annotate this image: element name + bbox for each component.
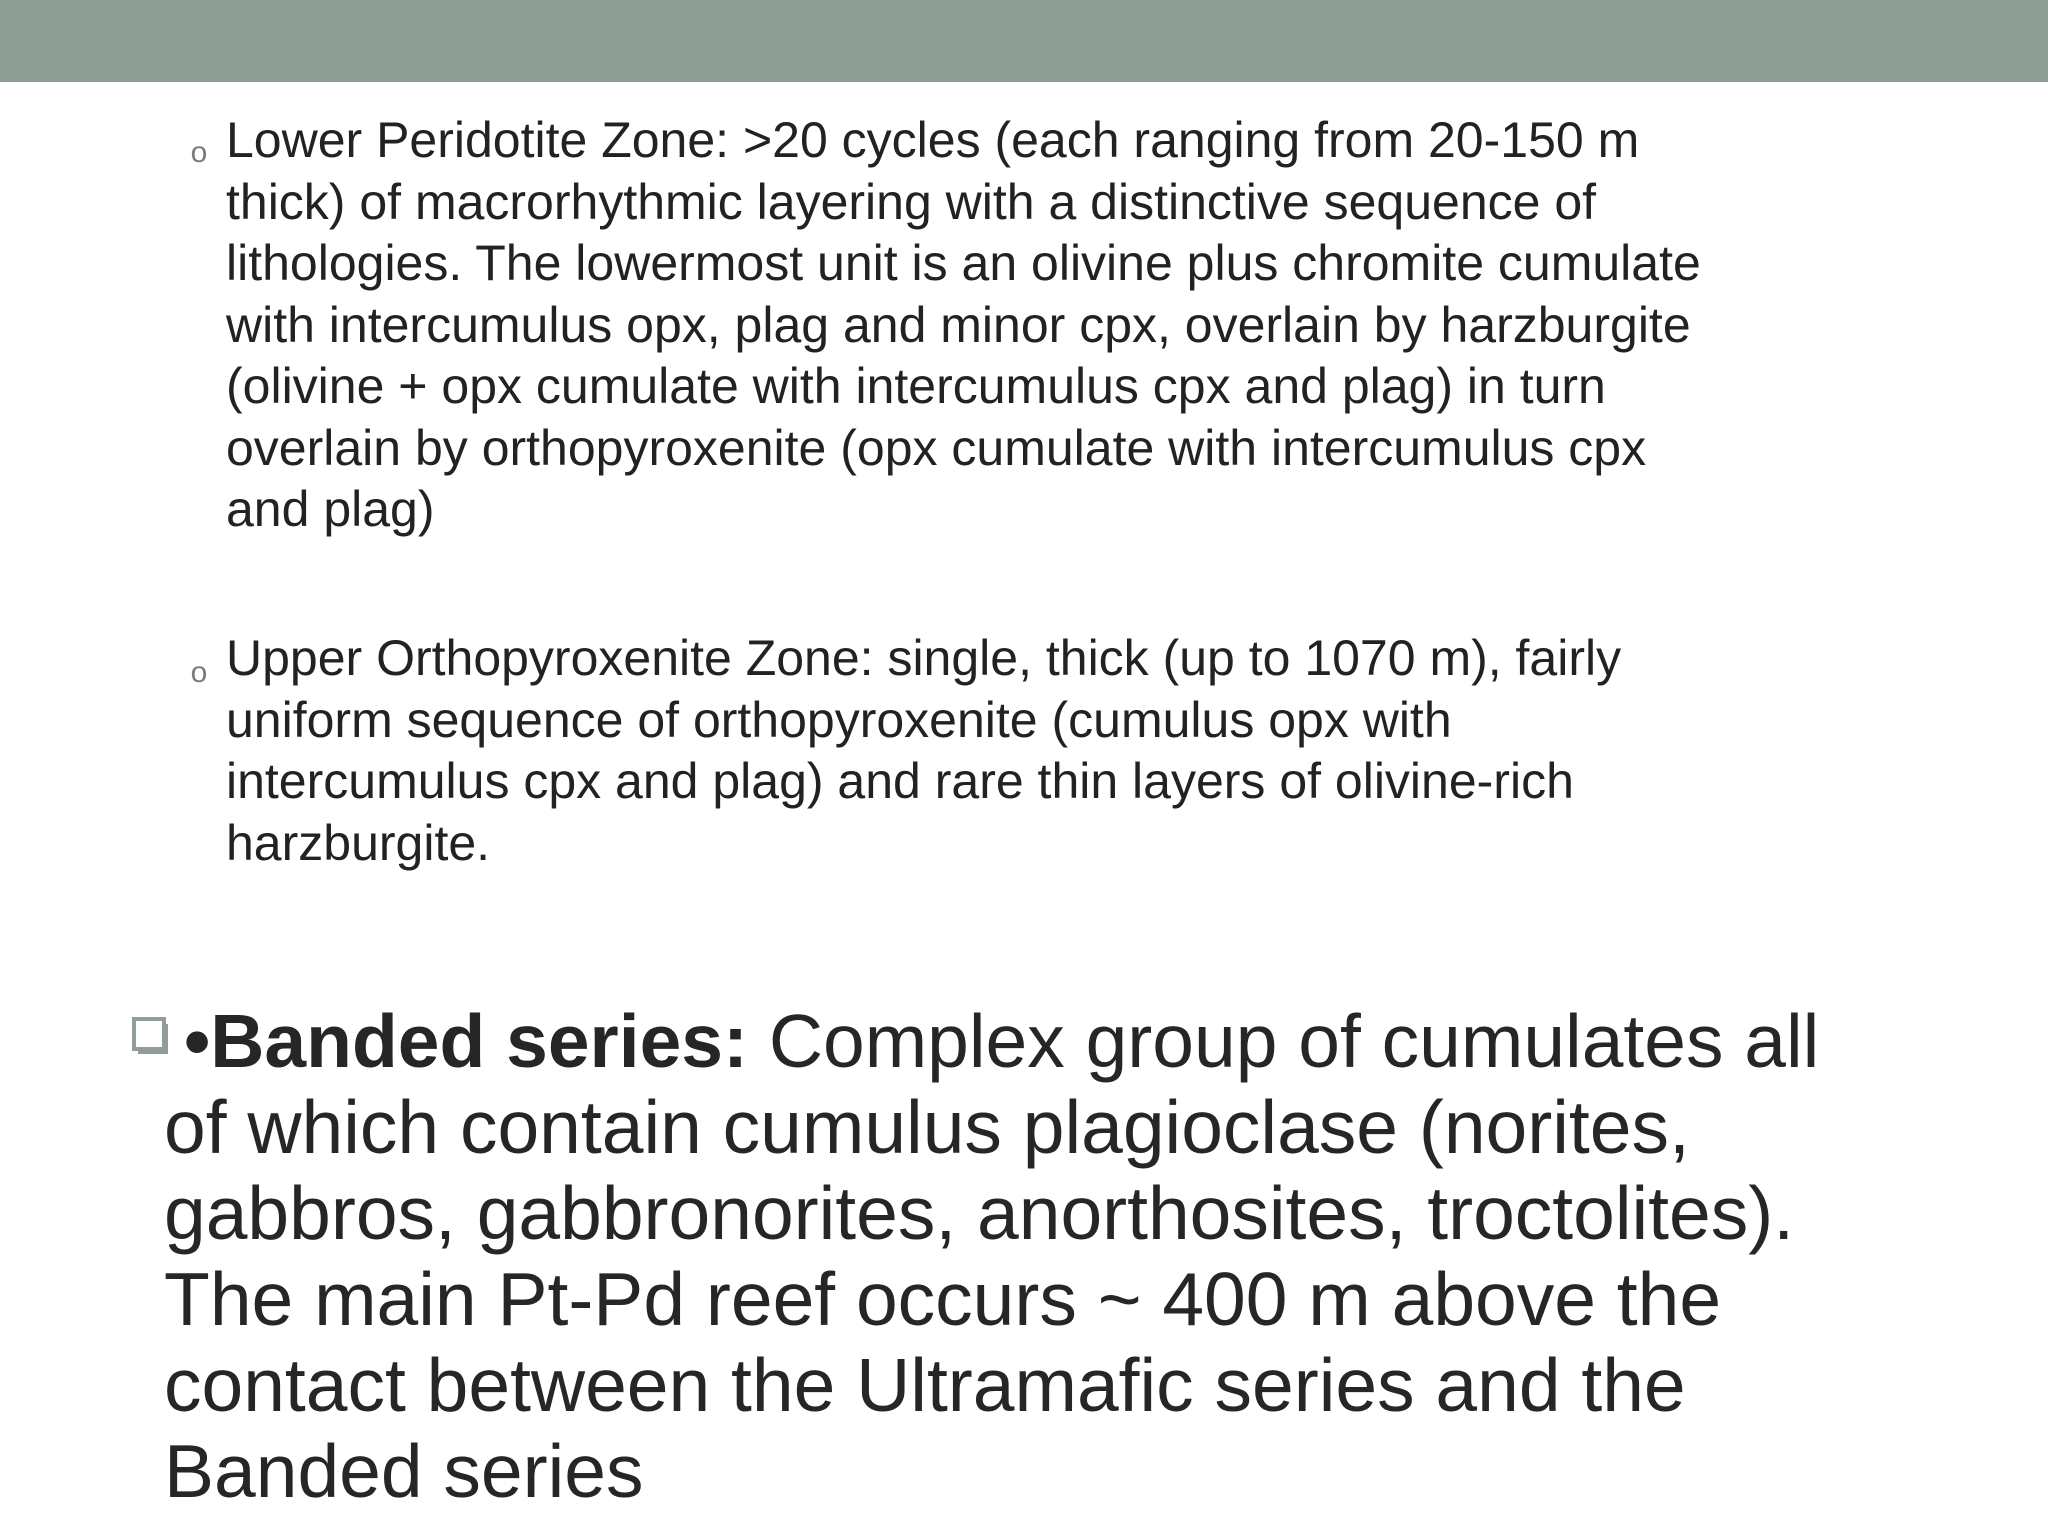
header-bar bbox=[0, 0, 2048, 82]
main-bullet-continuation: of which contain cumulus plagioclase (norites, gabbros, gabbronorites, anorthosites, troctolites). The main Pt-Pd reef occurs ~ 400 m above the contact between the Ultramafic series and the Banded series bbox=[164, 1085, 1795, 1513]
main-bullet-first-line bbox=[184, 998, 1984, 1084]
sub-bullet-text: Upper Orthopyroxenite Zone: single, thick (up to 1070 m), fairly uniform sequence of orthopyroxenite (cumulus opx with intercumulus cpx and plag) and rare thin layers of olivine-rich harzburgite. bbox=[226, 630, 1622, 871]
hollow-square-shadow-icon bbox=[132, 1016, 172, 1058]
term-banded-series: Banded series: bbox=[210, 999, 748, 1083]
first-line-rest: Complex group of cumulates all bbox=[747, 999, 1820, 1083]
sub-bullet-text: Lower Peridotite Zone: >20 cycles (each ranging from 20-150 m thick) of macrorhythmic layering with a distinctive sequence of lithologies. The lowermost unit is an olivine plus chromite cumulate with intercumulus opx, plag and minor cpx, overlain by harzburgite (olivine + opx cumulate with intercumulus cpx and plag) in turn overlain by orthopyroxenite (opx cumulate with intercumulus cpx and plag) bbox=[226, 112, 1701, 537]
bullet-dot: • bbox=[184, 999, 211, 1083]
small-circle-icon: o bbox=[190, 136, 208, 169]
small-circle-icon: o bbox=[190, 656, 208, 689]
